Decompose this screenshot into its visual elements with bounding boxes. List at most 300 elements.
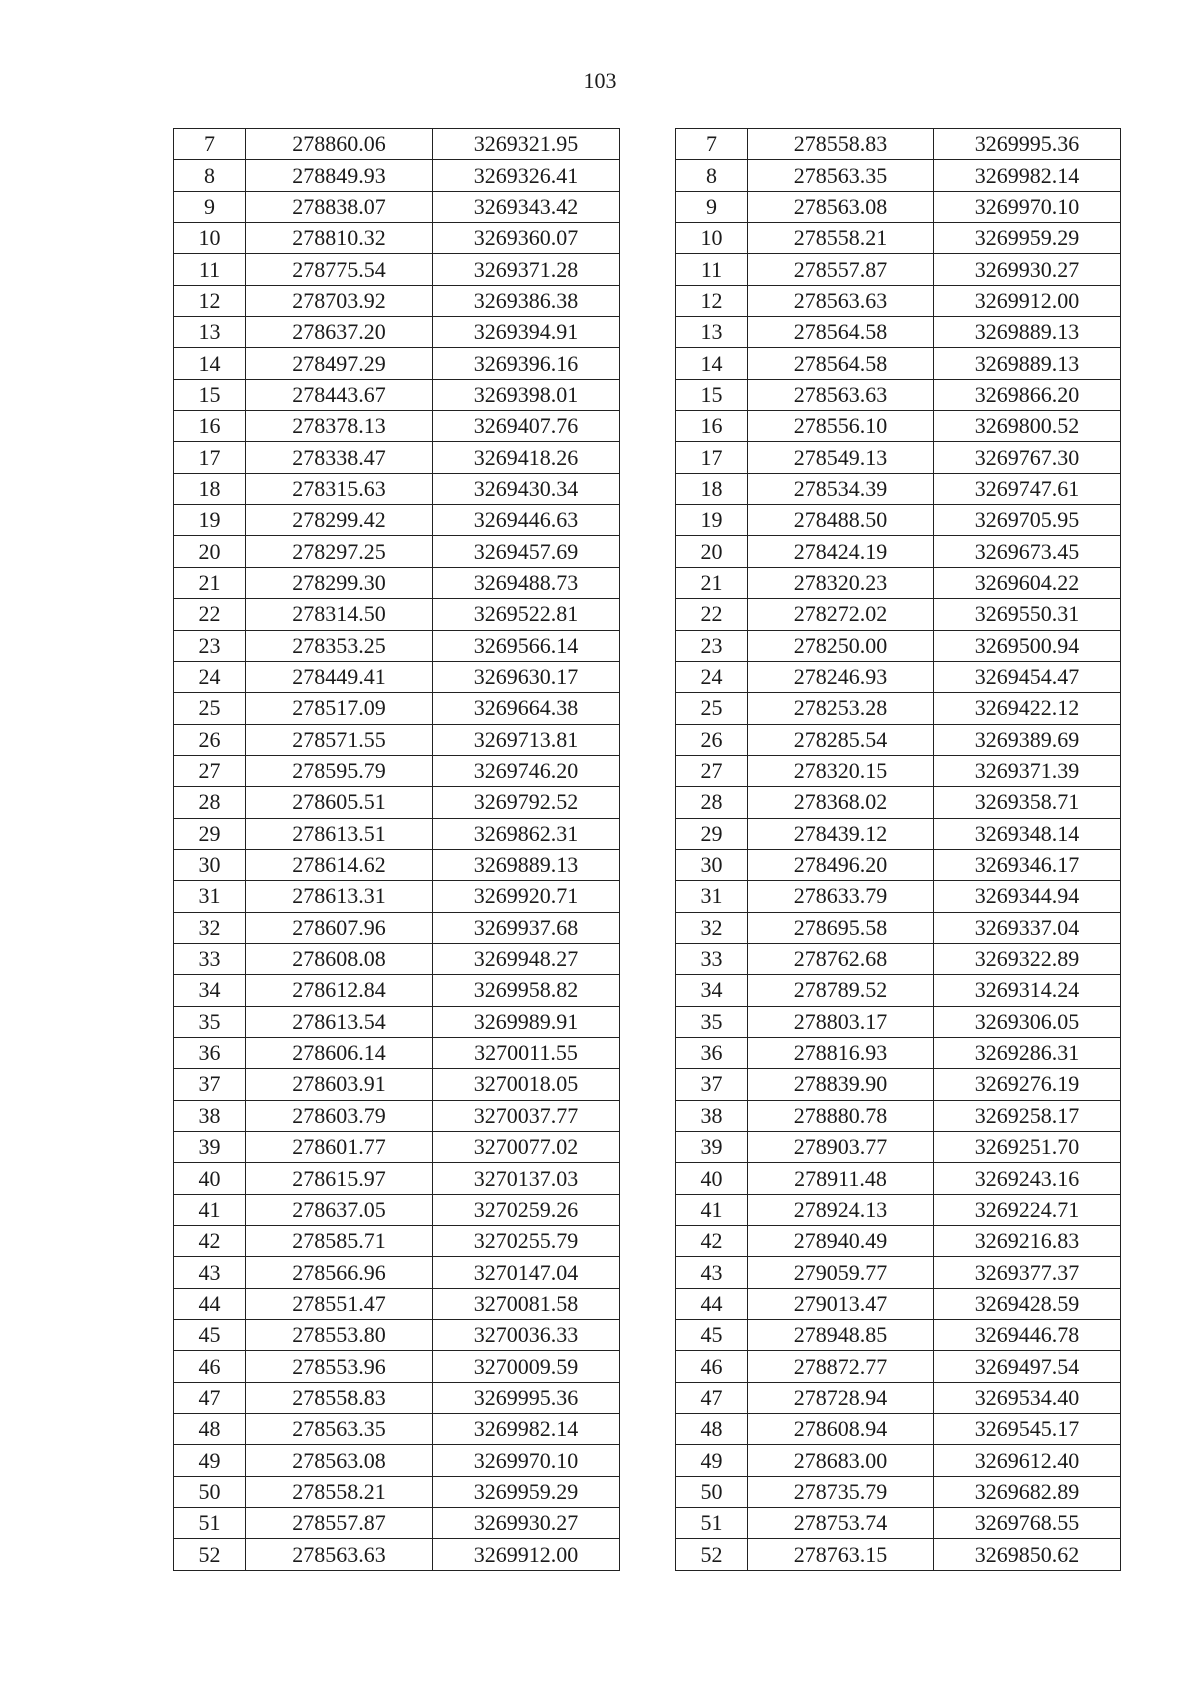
right-point-number: 36 — [676, 1037, 748, 1068]
right-x-coordinate: 278940.49 — [748, 1226, 934, 1257]
table-row — [174, 1257, 1121, 1288]
table-row — [174, 1163, 1121, 1194]
left-x-coordinate: 278614.62 — [246, 849, 433, 880]
left-point-number: 36 — [174, 1037, 246, 1068]
column-gap — [620, 129, 676, 160]
left-point-number: 26 — [174, 724, 246, 755]
table-row — [174, 1320, 1121, 1351]
column-gap — [620, 1163, 676, 1194]
right-y-coordinate: 3269306.05 — [934, 1006, 1121, 1037]
column-gap — [620, 1476, 676, 1507]
left-x-coordinate: 278449.41 — [246, 661, 433, 692]
right-point-number: 31 — [676, 881, 748, 912]
left-point-number: 23 — [174, 630, 246, 661]
column-gap — [620, 567, 676, 598]
column-gap — [620, 536, 676, 567]
right-point-number: 20 — [676, 536, 748, 567]
left-x-coordinate: 278603.79 — [246, 1100, 433, 1131]
column-gap — [620, 505, 676, 536]
right-y-coordinate: 3269959.29 — [934, 223, 1121, 254]
table-row — [174, 411, 1121, 442]
table-row — [174, 191, 1121, 222]
right-x-coordinate: 278556.10 — [748, 411, 934, 442]
table-row — [174, 129, 1121, 160]
left-x-coordinate: 278315.63 — [246, 473, 433, 504]
right-point-number: 16 — [676, 411, 748, 442]
left-point-number: 29 — [174, 818, 246, 849]
right-point-number: 29 — [676, 818, 748, 849]
right-point-number: 30 — [676, 849, 748, 880]
column-gap — [620, 223, 676, 254]
right-x-coordinate: 278924.13 — [748, 1194, 934, 1225]
right-point-number: 21 — [676, 567, 748, 598]
left-x-coordinate: 278558.21 — [246, 1476, 433, 1507]
table-row — [174, 599, 1121, 630]
right-x-coordinate: 278872.77 — [748, 1351, 934, 1382]
right-y-coordinate: 3269534.40 — [934, 1382, 1121, 1413]
left-x-coordinate: 278299.42 — [246, 505, 433, 536]
right-x-coordinate: 278534.39 — [748, 473, 934, 504]
left-point-number: 8 — [174, 160, 246, 191]
left-point-number: 12 — [174, 285, 246, 316]
left-x-coordinate: 278615.97 — [246, 1163, 433, 1194]
right-y-coordinate: 3269889.13 — [934, 348, 1121, 379]
table-row — [174, 912, 1121, 943]
left-y-coordinate: 3269982.14 — [433, 1414, 620, 1445]
table-row — [174, 849, 1121, 880]
left-x-coordinate: 278775.54 — [246, 254, 433, 285]
right-y-coordinate: 3269454.47 — [934, 661, 1121, 692]
left-x-coordinate: 278603.91 — [246, 1069, 433, 1100]
right-y-coordinate: 3269866.20 — [934, 379, 1121, 410]
right-x-coordinate: 278253.28 — [748, 693, 934, 724]
right-x-coordinate: 278803.17 — [748, 1006, 934, 1037]
left-y-coordinate: 3269457.69 — [433, 536, 620, 567]
left-y-coordinate: 3269912.00 — [433, 1539, 620, 1570]
left-point-number: 30 — [174, 849, 246, 880]
left-y-coordinate: 3270255.79 — [433, 1226, 620, 1257]
right-x-coordinate: 278246.93 — [748, 661, 934, 692]
table-row — [174, 943, 1121, 974]
left-y-coordinate: 3269937.68 — [433, 912, 620, 943]
left-x-coordinate: 278566.96 — [246, 1257, 433, 1288]
table-row — [174, 1037, 1121, 1068]
right-point-number: 41 — [676, 1194, 748, 1225]
left-y-coordinate: 3269522.81 — [433, 599, 620, 630]
right-y-coordinate: 3269446.78 — [934, 1320, 1121, 1351]
column-gap — [620, 1100, 676, 1131]
right-x-coordinate: 278911.48 — [748, 1163, 934, 1194]
table-row — [174, 881, 1121, 912]
right-y-coordinate: 3269497.54 — [934, 1351, 1121, 1382]
right-y-coordinate: 3269346.17 — [934, 849, 1121, 880]
left-y-coordinate: 3269746.20 — [433, 755, 620, 786]
left-x-coordinate: 278571.55 — [246, 724, 433, 755]
right-y-coordinate: 3269377.37 — [934, 1257, 1121, 1288]
column-gap — [620, 912, 676, 943]
right-point-number: 47 — [676, 1382, 748, 1413]
left-x-coordinate: 278838.07 — [246, 191, 433, 222]
right-x-coordinate: 278496.20 — [748, 849, 934, 880]
left-point-number: 25 — [174, 693, 246, 724]
right-point-number: 25 — [676, 693, 748, 724]
left-point-number: 17 — [174, 442, 246, 473]
left-point-number: 46 — [174, 1351, 246, 1382]
left-x-coordinate: 278612.84 — [246, 975, 433, 1006]
left-point-number: 42 — [174, 1226, 246, 1257]
left-point-number: 15 — [174, 379, 246, 410]
left-y-coordinate: 3270259.26 — [433, 1194, 620, 1225]
right-point-number: 43 — [676, 1257, 748, 1288]
right-x-coordinate: 278368.02 — [748, 787, 934, 818]
right-y-coordinate: 3269500.94 — [934, 630, 1121, 661]
left-x-coordinate: 278608.08 — [246, 943, 433, 974]
right-y-coordinate: 3269673.45 — [934, 536, 1121, 567]
left-point-number: 39 — [174, 1132, 246, 1163]
table-row — [174, 442, 1121, 473]
right-y-coordinate: 3269982.14 — [934, 160, 1121, 191]
left-point-number: 21 — [174, 567, 246, 598]
right-y-coordinate: 3269970.10 — [934, 191, 1121, 222]
left-y-coordinate: 3270036.33 — [433, 1320, 620, 1351]
table-row — [174, 1069, 1121, 1100]
column-gap — [620, 191, 676, 222]
table-row — [174, 1382, 1121, 1413]
table-row — [174, 254, 1121, 285]
table-row — [174, 379, 1121, 410]
table-row — [174, 1288, 1121, 1319]
right-y-coordinate: 3269604.22 — [934, 567, 1121, 598]
right-x-coordinate: 278839.90 — [748, 1069, 934, 1100]
right-point-number: 9 — [676, 191, 748, 222]
column-gap — [620, 975, 676, 1006]
right-y-coordinate: 3269428.59 — [934, 1288, 1121, 1319]
right-y-coordinate: 3269768.55 — [934, 1508, 1121, 1539]
left-y-coordinate: 3269959.29 — [433, 1476, 620, 1507]
left-y-coordinate: 3269396.16 — [433, 348, 620, 379]
right-y-coordinate: 3269371.39 — [934, 755, 1121, 786]
left-y-coordinate: 3269430.34 — [433, 473, 620, 504]
left-x-coordinate: 278607.96 — [246, 912, 433, 943]
left-y-coordinate: 3269566.14 — [433, 630, 620, 661]
left-y-coordinate: 3269930.27 — [433, 1508, 620, 1539]
table-row — [174, 536, 1121, 567]
right-point-number: 38 — [676, 1100, 748, 1131]
right-x-coordinate: 278320.23 — [748, 567, 934, 598]
left-y-coordinate: 3269970.10 — [433, 1445, 620, 1476]
left-point-number: 35 — [174, 1006, 246, 1037]
left-y-coordinate: 3269407.76 — [433, 411, 620, 442]
column-gap — [620, 1414, 676, 1445]
right-y-coordinate: 3269389.69 — [934, 724, 1121, 755]
left-x-coordinate: 278353.25 — [246, 630, 433, 661]
right-point-number: 45 — [676, 1320, 748, 1351]
table-row — [174, 1194, 1121, 1225]
column-gap — [620, 1226, 676, 1257]
right-y-coordinate: 3269251.70 — [934, 1132, 1121, 1163]
table-row — [174, 473, 1121, 504]
table-row — [174, 1100, 1121, 1131]
right-y-coordinate: 3269216.83 — [934, 1226, 1121, 1257]
table-row — [174, 693, 1121, 724]
column-gap — [620, 411, 676, 442]
column-gap — [620, 630, 676, 661]
left-point-number: 41 — [174, 1194, 246, 1225]
table-row — [174, 661, 1121, 692]
right-point-number: 44 — [676, 1288, 748, 1319]
left-y-coordinate: 3270077.02 — [433, 1132, 620, 1163]
left-point-number: 10 — [174, 223, 246, 254]
column-gap — [620, 254, 676, 285]
table-row — [174, 975, 1121, 1006]
right-x-coordinate: 278816.93 — [748, 1037, 934, 1068]
right-x-coordinate: 278285.54 — [748, 724, 934, 755]
left-y-coordinate: 3269792.52 — [433, 787, 620, 818]
column-gap — [620, 160, 676, 191]
left-x-coordinate: 278553.80 — [246, 1320, 433, 1351]
table-row — [174, 1539, 1121, 1570]
left-y-coordinate: 3269989.91 — [433, 1006, 620, 1037]
left-point-number: 47 — [174, 1382, 246, 1413]
right-x-coordinate: 278558.83 — [748, 129, 934, 160]
left-x-coordinate: 278338.47 — [246, 442, 433, 473]
left-x-coordinate: 278605.51 — [246, 787, 433, 818]
right-x-coordinate: 278763.15 — [748, 1539, 934, 1570]
right-point-number: 46 — [676, 1351, 748, 1382]
right-point-number: 19 — [676, 505, 748, 536]
table-row — [174, 1476, 1121, 1507]
right-x-coordinate: 278320.15 — [748, 755, 934, 786]
left-point-number: 45 — [174, 1320, 246, 1351]
right-x-coordinate: 278880.78 — [748, 1100, 934, 1131]
column-gap — [620, 724, 676, 755]
left-x-coordinate: 278443.67 — [246, 379, 433, 410]
left-point-number: 51 — [174, 1508, 246, 1539]
right-y-coordinate: 3269850.62 — [934, 1539, 1121, 1570]
left-y-coordinate: 3269321.95 — [433, 129, 620, 160]
right-point-number: 42 — [676, 1226, 748, 1257]
right-y-coordinate: 3269612.40 — [934, 1445, 1121, 1476]
right-x-coordinate: 278633.79 — [748, 881, 934, 912]
left-y-coordinate: 3270011.55 — [433, 1037, 620, 1068]
column-gap — [620, 693, 676, 724]
left-point-number: 9 — [174, 191, 246, 222]
table-row — [174, 348, 1121, 379]
column-gap — [620, 442, 676, 473]
right-point-number: 34 — [676, 975, 748, 1006]
left-point-number: 27 — [174, 755, 246, 786]
left-y-coordinate: 3269995.36 — [433, 1382, 620, 1413]
right-y-coordinate: 3269314.24 — [934, 975, 1121, 1006]
left-point-number: 38 — [174, 1100, 246, 1131]
column-gap — [620, 285, 676, 316]
right-point-number: 33 — [676, 943, 748, 974]
left-x-coordinate: 278637.20 — [246, 317, 433, 348]
right-y-coordinate: 3269276.19 — [934, 1069, 1121, 1100]
table-row — [174, 1508, 1121, 1539]
right-y-coordinate: 3269348.14 — [934, 818, 1121, 849]
right-y-coordinate: 3269550.31 — [934, 599, 1121, 630]
left-x-coordinate: 278297.25 — [246, 536, 433, 567]
left-x-coordinate: 278585.71 — [246, 1226, 433, 1257]
column-gap — [620, 943, 676, 974]
right-x-coordinate: 278695.58 — [748, 912, 934, 943]
left-point-number: 28 — [174, 787, 246, 818]
left-point-number: 7 — [174, 129, 246, 160]
left-x-coordinate: 278613.54 — [246, 1006, 433, 1037]
right-x-coordinate: 278789.52 — [748, 975, 934, 1006]
left-x-coordinate: 278551.47 — [246, 1288, 433, 1319]
right-point-number: 26 — [676, 724, 748, 755]
right-x-coordinate: 278557.87 — [748, 254, 934, 285]
table-row — [174, 223, 1121, 254]
right-y-coordinate: 3269767.30 — [934, 442, 1121, 473]
right-point-number: 40 — [676, 1163, 748, 1194]
left-y-coordinate: 3269488.73 — [433, 567, 620, 598]
left-y-coordinate: 3269386.38 — [433, 285, 620, 316]
right-y-coordinate: 3269747.61 — [934, 473, 1121, 504]
left-point-number: 22 — [174, 599, 246, 630]
left-point-number: 13 — [174, 317, 246, 348]
right-point-number: 24 — [676, 661, 748, 692]
table-row — [174, 1226, 1121, 1257]
left-point-number: 24 — [174, 661, 246, 692]
right-x-coordinate: 278683.00 — [748, 1445, 934, 1476]
column-gap — [620, 599, 676, 630]
left-point-number: 37 — [174, 1069, 246, 1100]
left-x-coordinate: 278595.79 — [246, 755, 433, 786]
left-y-coordinate: 3269713.81 — [433, 724, 620, 755]
page-number: 103 — [583, 68, 617, 93]
right-y-coordinate: 3269705.95 — [934, 505, 1121, 536]
right-x-coordinate: 278735.79 — [748, 1476, 934, 1507]
table-row — [174, 505, 1121, 536]
right-y-coordinate: 3269930.27 — [934, 254, 1121, 285]
right-x-coordinate: 278563.08 — [748, 191, 934, 222]
left-y-coordinate: 3269862.31 — [433, 818, 620, 849]
column-gap — [620, 1257, 676, 1288]
left-x-coordinate: 278563.35 — [246, 1414, 433, 1445]
column-gap — [620, 1508, 676, 1539]
column-gap — [620, 818, 676, 849]
column-gap — [620, 1037, 676, 1068]
left-x-coordinate: 278378.13 — [246, 411, 433, 442]
left-y-coordinate: 3269326.41 — [433, 160, 620, 191]
right-x-coordinate: 278558.21 — [748, 223, 934, 254]
right-point-number: 8 — [676, 160, 748, 191]
coordinate-table-body — [174, 129, 1121, 1571]
column-gap — [620, 1006, 676, 1037]
right-point-number: 12 — [676, 285, 748, 316]
right-x-coordinate: 279059.77 — [748, 1257, 934, 1288]
left-point-number: 14 — [174, 348, 246, 379]
table-row — [174, 630, 1121, 661]
table-row — [174, 567, 1121, 598]
right-x-coordinate: 278753.74 — [748, 1508, 934, 1539]
right-x-coordinate: 278563.63 — [748, 379, 934, 410]
left-point-number: 48 — [174, 1414, 246, 1445]
left-x-coordinate: 278558.83 — [246, 1382, 433, 1413]
left-x-coordinate: 278613.51 — [246, 818, 433, 849]
right-point-number: 32 — [676, 912, 748, 943]
right-y-coordinate: 3269545.17 — [934, 1414, 1121, 1445]
right-point-number: 49 — [676, 1445, 748, 1476]
left-y-coordinate: 3269394.91 — [433, 317, 620, 348]
right-x-coordinate: 278608.94 — [748, 1414, 934, 1445]
right-point-number: 52 — [676, 1539, 748, 1570]
right-y-coordinate: 3269258.17 — [934, 1100, 1121, 1131]
column-gap — [620, 1382, 676, 1413]
table-row — [174, 160, 1121, 191]
column-gap — [620, 1351, 676, 1382]
left-x-coordinate: 278849.93 — [246, 160, 433, 191]
table-row — [174, 724, 1121, 755]
right-x-coordinate: 278563.63 — [748, 285, 934, 316]
table-row — [174, 285, 1121, 316]
right-point-number: 10 — [676, 223, 748, 254]
left-x-coordinate: 278606.14 — [246, 1037, 433, 1068]
left-y-coordinate: 3269630.17 — [433, 661, 620, 692]
left-point-number: 44 — [174, 1288, 246, 1319]
right-y-coordinate: 3269344.94 — [934, 881, 1121, 912]
right-point-number: 23 — [676, 630, 748, 661]
left-point-number: 19 — [174, 505, 246, 536]
column-gap — [620, 473, 676, 504]
right-x-coordinate: 278250.00 — [748, 630, 934, 661]
left-y-coordinate: 3269446.63 — [433, 505, 620, 536]
right-y-coordinate: 3269995.36 — [934, 129, 1121, 160]
right-x-coordinate: 278903.77 — [748, 1132, 934, 1163]
right-point-number: 37 — [676, 1069, 748, 1100]
column-gap — [620, 849, 676, 880]
column-gap — [620, 1445, 676, 1476]
left-point-number: 18 — [174, 473, 246, 504]
right-point-number: 18 — [676, 473, 748, 504]
column-gap — [620, 661, 676, 692]
left-y-coordinate: 3269371.28 — [433, 254, 620, 285]
right-x-coordinate: 278549.13 — [748, 442, 934, 473]
right-y-coordinate: 3269912.00 — [934, 285, 1121, 316]
left-point-number: 31 — [174, 881, 246, 912]
right-point-number: 39 — [676, 1132, 748, 1163]
column-gap — [620, 1069, 676, 1100]
table-row — [174, 1351, 1121, 1382]
left-y-coordinate: 3270081.58 — [433, 1288, 620, 1319]
column-gap — [620, 1194, 676, 1225]
table-row — [174, 818, 1121, 849]
column-gap — [620, 1539, 676, 1570]
right-point-number: 48 — [676, 1414, 748, 1445]
left-y-coordinate: 3269948.27 — [433, 943, 620, 974]
left-x-coordinate: 278860.06 — [246, 129, 433, 160]
left-y-coordinate: 3270009.59 — [433, 1351, 620, 1382]
table-row — [174, 1414, 1121, 1445]
left-x-coordinate: 278557.87 — [246, 1508, 433, 1539]
left-x-coordinate: 278810.32 — [246, 223, 433, 254]
table-row — [174, 1445, 1121, 1476]
right-point-number: 7 — [676, 129, 748, 160]
table-row — [174, 1006, 1121, 1037]
column-gap — [620, 379, 676, 410]
right-y-coordinate: 3269337.04 — [934, 912, 1121, 943]
left-y-coordinate: 3269360.07 — [433, 223, 620, 254]
left-point-number: 20 — [174, 536, 246, 567]
right-x-coordinate: 279013.47 — [748, 1288, 934, 1319]
right-x-coordinate: 278564.58 — [748, 348, 934, 379]
left-point-number: 32 — [174, 912, 246, 943]
right-point-number: 51 — [676, 1508, 748, 1539]
right-point-number: 14 — [676, 348, 748, 379]
